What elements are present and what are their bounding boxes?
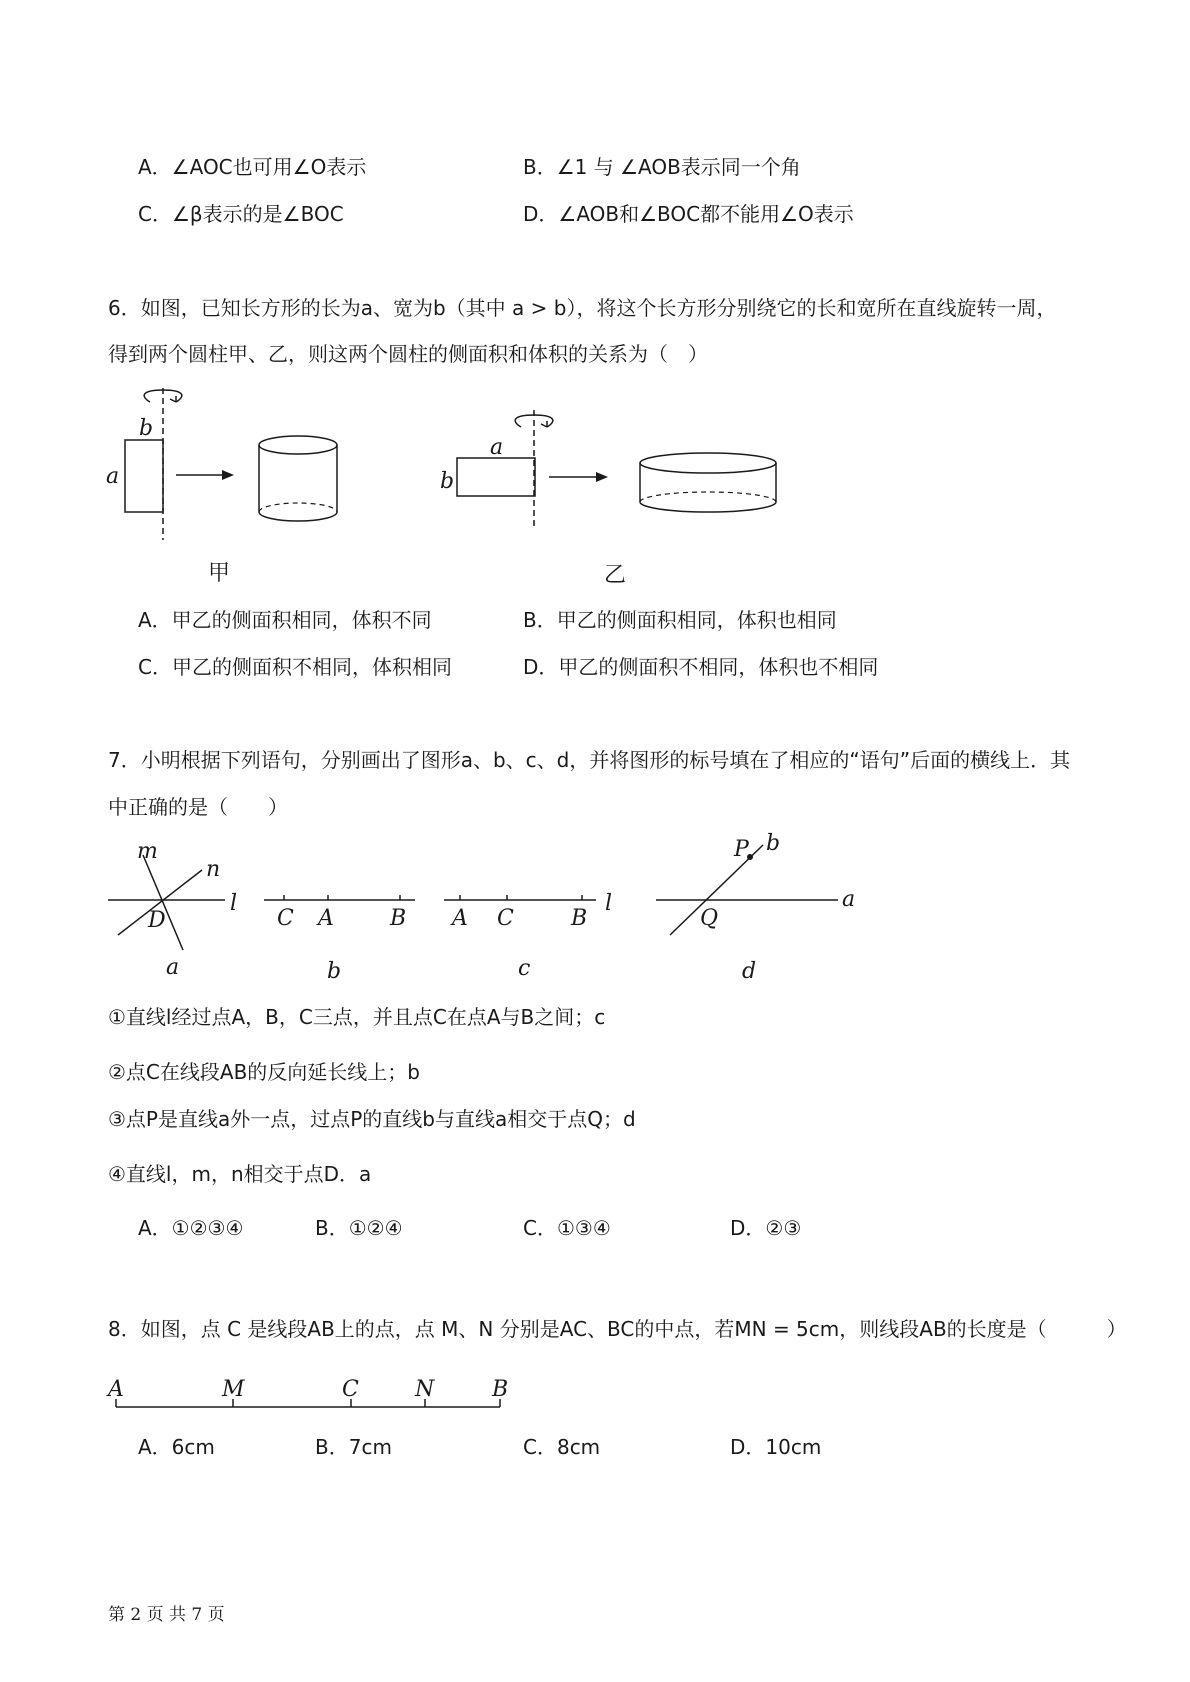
q7a-caption: a [166,955,180,980]
q7-option-c: C．①③④ [523,1216,611,1240]
q7-statement-3: ③点P是直线a外一点，过点P的直线b与直线a相交于点Q；d [108,1107,636,1131]
q7b-label-B: B [390,906,407,931]
q8-option-c: C．8cm [523,1435,601,1459]
q7b-label-A: A [318,906,334,931]
page-footer: 第 2 页 共 7 页 [108,1605,225,1625]
q8-stem: 8．如图，点 C 是线段AB上的点，点 M、N 分别是AC、BC的中点，若MN = 5cm，则线段AB的长度是（ ） [108,1317,1127,1341]
q6-right-label-top: a [490,435,504,460]
q7a-label-n: n [206,857,221,882]
q7d-label-a: a [842,887,856,912]
q8-option-a: A．6cm [138,1435,215,1459]
q7-option-b: B．①②④ [315,1216,403,1240]
q6-option-a: A．甲乙的侧面积相同，体积不同 [138,608,432,632]
q8-label-N: N [415,1377,435,1402]
q7a-label-l: l [230,891,238,916]
q6-left-label-top: b [139,416,154,441]
q7c-label-l: l [605,891,613,916]
q8-label-A: A [108,1377,124,1402]
q5-option-b: B．∠1 与 ∠AOB表示同一个角 [523,155,801,179]
q7d-label-b: b [766,831,781,856]
q8-option-d: D．10cm [730,1435,822,1459]
q5-option-a: A．∠AOC也可用∠O表示 [138,155,367,179]
q7-option-a: A．①②③④ [138,1216,244,1240]
q7c-caption: c [518,956,531,981]
q7a-label-D: D [148,908,166,933]
q7a-label-m: m [137,839,158,864]
q7c-label-C: C [497,906,514,931]
q6-left-label-side: a [106,464,120,489]
q7b-label-C: C [277,906,294,931]
q8-option-b: B．7cm [315,1435,392,1459]
q6-option-d: D．甲乙的侧面积不相同，体积也不相同 [523,655,879,679]
q8-label-M: M [222,1377,245,1402]
q7b-caption: b [327,959,342,984]
q6-right-label-side: b [440,469,455,494]
q6-stem-line1: 6．如图，已知长方形的长为a、宽为b（其中 a > b），将这个长方形分别绕它的长和宽所在直线旋转一周， [108,296,1057,320]
q7c-label-A: A [452,906,468,931]
q7d-label-P: P [734,837,749,862]
q7d-caption: d [742,959,757,984]
q7-statement-2: ②点C在线段AB的反向延长线上；b [108,1060,420,1084]
q7-option-d: D．②③ [730,1216,802,1240]
q6-right-caption: 乙 [604,563,627,588]
q6-stem-line2: 得到两个圆柱甲、乙，则这两个圆柱的侧面积和体积的关系为（ ） [108,342,708,366]
q7-stem-line1: 7．小明根据下列语句，分别画出了图形a、b、c、d，并将图形的标号填在了相应的“语句”后面的横线上．其 [108,748,1071,772]
q6-left-caption: 甲 [208,561,231,586]
q6-option-b: B．甲乙的侧面积相同，体积也相同 [523,608,837,632]
q7-statement-4: ④直线l，m，n相交于点D．a [108,1162,372,1186]
q8-label-C: C [342,1377,359,1402]
q8-label-B: B [492,1377,509,1402]
q7c-label-B: B [571,906,588,931]
q5-option-c: C．∠β表示的是∠BOC [138,202,344,226]
q5-option-d: D．∠AOB和∠BOC都不能用∠O表示 [523,202,854,226]
q7d-label-Q: Q [700,906,719,931]
q7-stem-line2: 中正确的是（ ） [108,795,288,819]
q6-option-c: C．甲乙的侧面积不相同，体积相同 [138,655,452,679]
q7-statement-1: ①直线l经过点A，B，C三点，并且点C在点A与B之间；c [108,1005,606,1029]
